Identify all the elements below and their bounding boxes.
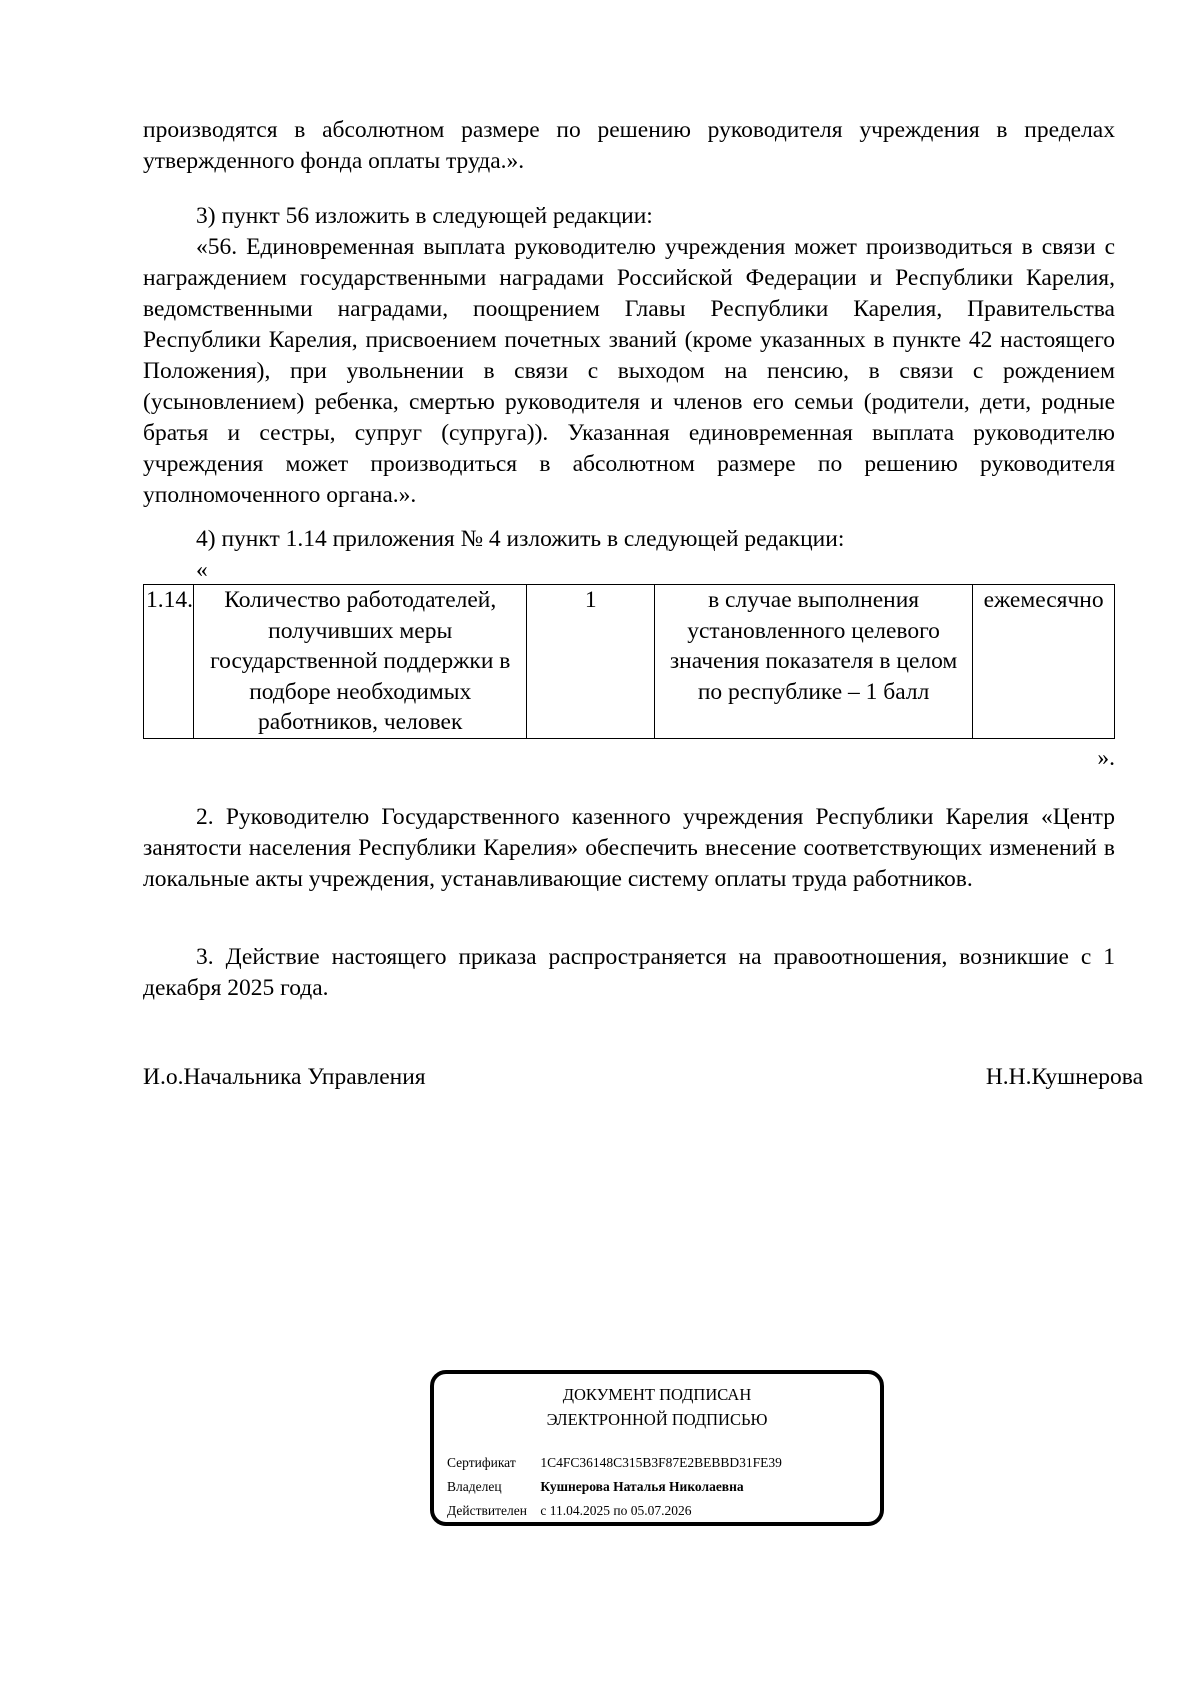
stamp-owner-value: Кушнерова Наталья Николаевна xyxy=(540,1479,744,1494)
indicator-table xyxy=(143,584,1115,739)
cell-value: 1 xyxy=(527,585,654,739)
stamp-title-line2: ЭЛЕКТРОННОЙ ПОДПИСЬЮ xyxy=(546,1410,768,1429)
closing-quote: ». xyxy=(1097,745,1115,771)
paragraph-item2: 2. Руководителю Государственного казенного учреждения Республики Карелия «Центр занятости населения Республики Карелия» обеспечить внесение соответствующих изменений в локальные акты учреждения, устанавливающие систему оплаты труда работников. xyxy=(143,804,1115,892)
paragraph-effective-date: 3. Действие настоящего приказа распространяется на правоотношения, возникшие с 1 декабря 2025 года. xyxy=(143,944,1115,1001)
stamp-owner-row xyxy=(447,1478,744,1496)
stamp-validity-value: с 11.04.2025 по 05.07.2026 xyxy=(540,1503,692,1518)
stamp-certificate-row xyxy=(447,1454,782,1472)
signatory-position: И.о.Начальника Управления xyxy=(143,1064,426,1090)
paragraph-item3-heading: 3) пункт 56 изложить в следующей редакции: xyxy=(196,203,653,229)
paragraph-item56-text: «56. Единовременная выплата руководителю учреждения может производиться в связи с награждением государственными наградами Российской Федерации и Республики Карелия, ведомственными наградами, поощрением Главы Республики Карелия, Правительства Республики Карелия, присвоением почетных званий (кроме указанных в пункте 42 настоящего Положения), при увольнении в связи с выходом на пенсию, в связи с рождением (усыновлением) ребенка, смертью руководителя и членов его семьи (родители, дети, родные братья и сестры, супруг (супруга)). Указанная единовременная выплата руководителю учреждения может производиться в абсолютном размере по решению руководителя уполномоченного органа.». xyxy=(143,234,1115,508)
paragraph-item4-heading-wrap xyxy=(143,524,1115,555)
paragraph-item4-heading: 4) пункт 1.14 приложения № 4 изложить в следующей редакции: xyxy=(196,526,845,552)
cell-condition: в случае выполнения установленного целевого значения показателя в целом по республике – 1 балл xyxy=(654,585,972,739)
stamp-validity-row xyxy=(447,1502,691,1520)
table-row xyxy=(144,585,1115,739)
cell-indicator: Количество работодателей, получивших меры государственной поддержки в подборе необходимых работников, человек xyxy=(193,585,527,739)
paragraph-fund-limit: производятся в абсолютном размере по решению руководителя учреждения в пределах утвержденного фонда оплаты труда.». xyxy=(143,117,1115,174)
opening-quote: « xyxy=(196,557,208,583)
electronic-signature-stamp xyxy=(430,1370,884,1526)
paragraph-item2-wrap xyxy=(143,802,1115,895)
stamp-owner-label: Владелец xyxy=(447,1479,502,1494)
signatory-name: Н.Н.Кушнерова xyxy=(985,1064,1143,1090)
stamp-certificate-label: Сертификат xyxy=(447,1455,516,1470)
stamp-validity-label: Действителен xyxy=(447,1503,527,1518)
cell-period: ежемесячно xyxy=(973,585,1115,739)
stamp-certificate-value: 1C4FC36148C315B3F87E2BEBBD31FE39 xyxy=(540,1455,782,1470)
paragraph-item3-wrap xyxy=(143,942,1115,1004)
cell-number: 1.14. xyxy=(144,585,194,739)
paragraph-continuation xyxy=(143,115,1115,177)
paragraph-group-item3 xyxy=(143,201,1115,511)
stamp-title xyxy=(434,1382,880,1432)
stamp-title-line1: ДОКУМЕНТ ПОДПИСАН xyxy=(562,1385,752,1404)
